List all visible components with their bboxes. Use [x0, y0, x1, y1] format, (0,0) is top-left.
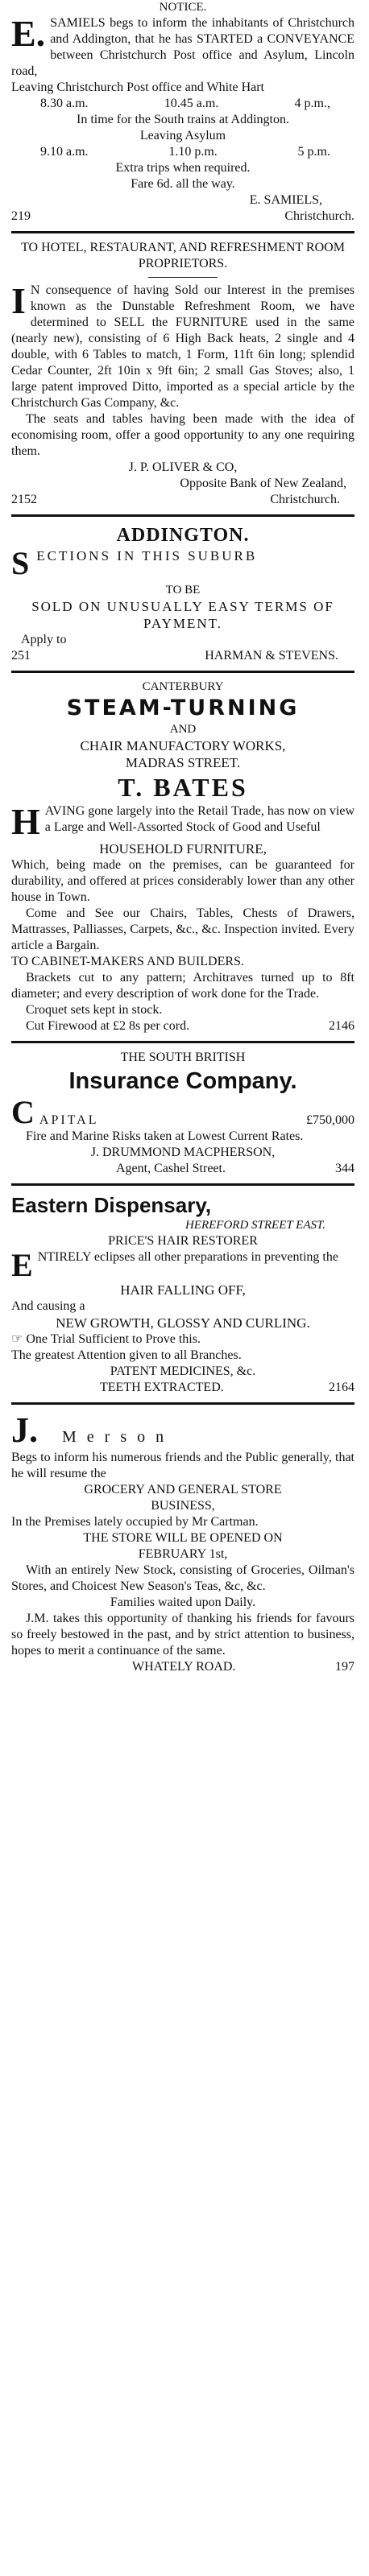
addington-line-2: TO BE — [165, 584, 201, 597]
notice-time-5: 1.10 p.m. — [168, 145, 218, 159]
separator-1 — [0, 231, 369, 233]
insurance-footer — [11, 1161, 354, 1177]
notice-time-4: 9.10 a.m. — [40, 145, 89, 159]
addington-line-1-text: ECTIONS IN THIS SUBURB — [36, 548, 258, 564]
hotel-drop-cap: I — [11, 280, 26, 321]
addington-sections-ad — [0, 523, 369, 664]
hotel-number: 2152 — [11, 493, 37, 506]
pointing-hand-icon: ☞ — [11, 1332, 27, 1346]
dispensary-heading: Eastern Dispensary, — [11, 1193, 212, 1217]
merson-grocery-ad — [0, 1411, 369, 1675]
insurance-body: Fire and Marine Risks taken at Lowest Current Rates. — [26, 1129, 304, 1143]
insurance-heading: Insurance Company. — [68, 1068, 297, 1094]
insurance-signature: J. DRUMMOND MACPHERSON, — [90, 1146, 276, 1159]
separator-5 — [0, 1183, 369, 1186]
bates-line-1: CHAIR MANUFACTORY WORKS, — [80, 738, 286, 753]
bates-heading: STEAM-TURNING — [66, 696, 300, 720]
hotel-body-1-text: N consequence of having Sold our Interest in the premises known as the Dunstable Refreshment Room, we have determined to SELL the FURNITURE used in the same (nearly new), consisting of 6 High Back heats, 2 single and 4 double, with 6 Tables to match, 1 Form, 11ft 6in long; splendid Cedar Counter, 2ft 10in x 9ft 6in; 2 small Gas Stoves; also, 1 large patent improved Ditto, imported as a special article by the Christchurch Gas Company, &c. — [11, 283, 354, 410]
addington-number: 251 — [11, 649, 31, 663]
notice-time-1: 8.30 a.m. — [40, 97, 89, 110]
merson-number: 197 — [335, 1660, 354, 1674]
merson-body-1: Begs to inform his numerous friends and the Public generally, that he will resume the — [11, 1451, 354, 1480]
dispensary-footer — [11, 1380, 354, 1396]
bates-cabinet-makers: TO CABINET-MAKERS AND BUILDERS. — [11, 955, 244, 968]
insurance-number: 344 — [335, 1162, 354, 1175]
bates-body-4: Brackets cut to any pattern; Architraves turned up to 8ft diameter; and every description of work done for the Trade. — [11, 971, 354, 1001]
hotel-signature: J. P. OLIVER & CO, — [128, 460, 238, 474]
merson-date: FEBRUARY 1st, — [138, 1547, 228, 1561]
dispensary-number: 2164 — [329, 1381, 354, 1394]
merson-body-4: J.M. takes this opportunity of thanking his friends for favours so freely bestowed in the past, and by strict attention to business, hopes to merit a continuance of the same. — [11, 1612, 354, 1657]
notice-times-christchurch — [11, 96, 354, 112]
bates-firewood: Cut Firewood at £2 8s per cord. — [26, 1019, 190, 1033]
merson-footer — [11, 1659, 354, 1675]
notice-fare: Fare 6d. all the way. — [131, 177, 235, 191]
hotel-place: Christchurch. — [270, 493, 340, 506]
notice-signature: E. SAMIELS, — [249, 193, 322, 207]
addington-line-1 — [11, 545, 354, 581]
notice-extra-trips: Extra trips when required. — [115, 161, 251, 175]
merson-business-2: BUSINESS, — [151, 1499, 215, 1513]
merson-store: THE STORE WILL BE OPENED ON — [83, 1531, 283, 1545]
notice-leaving-asylum: Leaving Asylum — [139, 129, 226, 142]
notice-intro-text: SAMIELS begs to inform the inhabitants of Christchurch and Addington, that he has STARTED a CONVEYANCE between Christchurch Post office and Asylum, Lincoln road, — [11, 16, 354, 78]
dispensary-causing: And causing a — [11, 1299, 85, 1313]
dispensary-street: HEREFORD STREET EAST. — [184, 1219, 325, 1232]
bates-body-2: Which, being made on the premises, can be guaranteed for durability, and offered at prices considerably lower than any other house in Town. — [11, 858, 354, 904]
bates-and: AND — [169, 723, 197, 736]
notice-number: 219 — [11, 209, 31, 223]
bates-number: 2146 — [329, 1019, 354, 1033]
bates-household-furniture: HOUSEHOLD FURNITURE, — [99, 841, 267, 857]
bates-body-1-text: AVING gone largely into the Retail Trade, has now on view a Large and Well-Assorted Stock of Good and Useful — [44, 804, 354, 834]
notice-connect: In time for the South trains at Addington. — [77, 113, 289, 126]
insurance-ad — [0, 1050, 369, 1177]
bates-street: MADRAS STREET. — [125, 755, 241, 770]
merson-name: M e r s o n — [62, 1428, 168, 1446]
insurance-capital-label: APITAL — [39, 1113, 99, 1127]
addington-heading: ADDINGTON. — [116, 525, 250, 546]
addington-footer — [11, 648, 354, 664]
insurance-capital-amount: £750,000 — [306, 1113, 354, 1127]
separator-4 — [0, 1041, 369, 1043]
hotel-heading: TO HOTEL, RESTAURANT, AND REFRESHMENT ROOM PROPRIETORS. — [21, 241, 345, 270]
merson-initial: J. — [11, 1410, 38, 1450]
bates-croquet: Croquet sets kept in stock. — [26, 1003, 163, 1017]
bates-body-1 — [11, 801, 354, 842]
insurance-capital — [11, 1096, 354, 1129]
dispensary-attention: The greatest Attention given to all Branches. — [11, 1348, 242, 1362]
bates-footer — [11, 1018, 354, 1034]
separator-3 — [0, 671, 369, 673]
dispensary-trial — [11, 1331, 354, 1348]
dispensary-hair: HAIR FALLING OFF, — [120, 1282, 246, 1298]
notice-times-asylum — [11, 144, 354, 160]
addington-line-3: SOLD ON UNUSUALLY EASY TERMS OF PAYMENT. — [31, 599, 334, 631]
merson-road: WHATELY ROAD. — [132, 1660, 236, 1674]
eastern-dispensary-ad — [0, 1192, 369, 1396]
dispensary-patent: PATENT MEDICINES, &c. — [110, 1364, 256, 1378]
merson-families: Families waited upon Daily. — [110, 1596, 256, 1609]
dispensary-line-1-text: NTIRELY eclipses all other preparations in preventing the — [37, 1250, 338, 1264]
notice-time-6: 5 p.m. — [297, 145, 330, 159]
separator-6 — [0, 1402, 369, 1405]
bates-body-3: Come and See our Chairs, Tables, Chests of Drawers, Mattrasses, Palliasses, Carpets, &c., &c. Inspection invited. Every article a Bargain. — [11, 906, 354, 952]
dispensary-teeth: TEETH EXTRACTED. — [100, 1381, 224, 1394]
dispensary-drop-cap: E — [11, 1247, 33, 1283]
notice-heading: NOTICE. — [159, 1, 207, 14]
dispensary-restorer: PRICE'S HAIR RESTORER — [108, 1234, 258, 1248]
hotel-heading-rule — [148, 277, 218, 278]
bates-steam-turning-ad — [0, 679, 369, 1034]
merson-header — [11, 1411, 354, 1450]
hotel-body-2: The seats and tables having been made with the idea of economising room, offer a good opportunity to any one requiring them. — [11, 412, 354, 458]
hotel-body-1 — [11, 280, 354, 411]
hotel-furniture-ad — [0, 240, 369, 508]
dispensary-growth: NEW GROWTH, GLOSSY AND CURLING. — [56, 1315, 310, 1331]
insurance-line-1: THE SOUTH BRITISH — [120, 1051, 246, 1064]
notice-drop-cap: E. — [11, 13, 46, 54]
dispensary-trial-text: One Trial Sufficient to Prove this. — [26, 1332, 201, 1346]
addington-agent: HARMAN & STEVENS. — [205, 649, 338, 663]
merson-body-2: In the Premises lately occupied by Mr Cartman. — [11, 1515, 259, 1529]
notice-footer — [11, 208, 354, 225]
bates-drop-cap: H — [11, 801, 40, 842]
bates-name: T. BATES — [118, 773, 248, 802]
addington-apply: Apply to — [21, 633, 67, 646]
dispensary-line-1 — [11, 1247, 354, 1283]
notice-time-3: 4 p.m., — [294, 97, 330, 110]
separator-2 — [0, 514, 369, 517]
notice-place: Christchurch. — [284, 209, 354, 223]
samiels-notice-ad — [0, 0, 369, 225]
bates-canterbury: CANTERBURY — [142, 680, 224, 693]
notice-time-2: 10.45 a.m. — [164, 97, 219, 110]
notice-intro — [11, 15, 354, 80]
hotel-address: Opposite Bank of New Zealand, — [180, 477, 346, 490]
hotel-footer — [11, 492, 354, 508]
merson-business-1: GROCERY AND GENERAL STORE — [84, 1483, 282, 1496]
merson-body-3: With an entirely New Stock, consisting of Groceries, Oilman's Stores, and Choicest New Season's Teas, &c, &c. — [11, 1563, 354, 1593]
insurance-agent: Agent, Cashel Street. — [116, 1162, 226, 1175]
addington-drop-cap: S — [11, 545, 32, 581]
insurance-drop-cap: C — [11, 1094, 35, 1130]
notice-leaving-christchurch: Leaving Christchurch Post office and White Hart — [11, 80, 264, 94]
